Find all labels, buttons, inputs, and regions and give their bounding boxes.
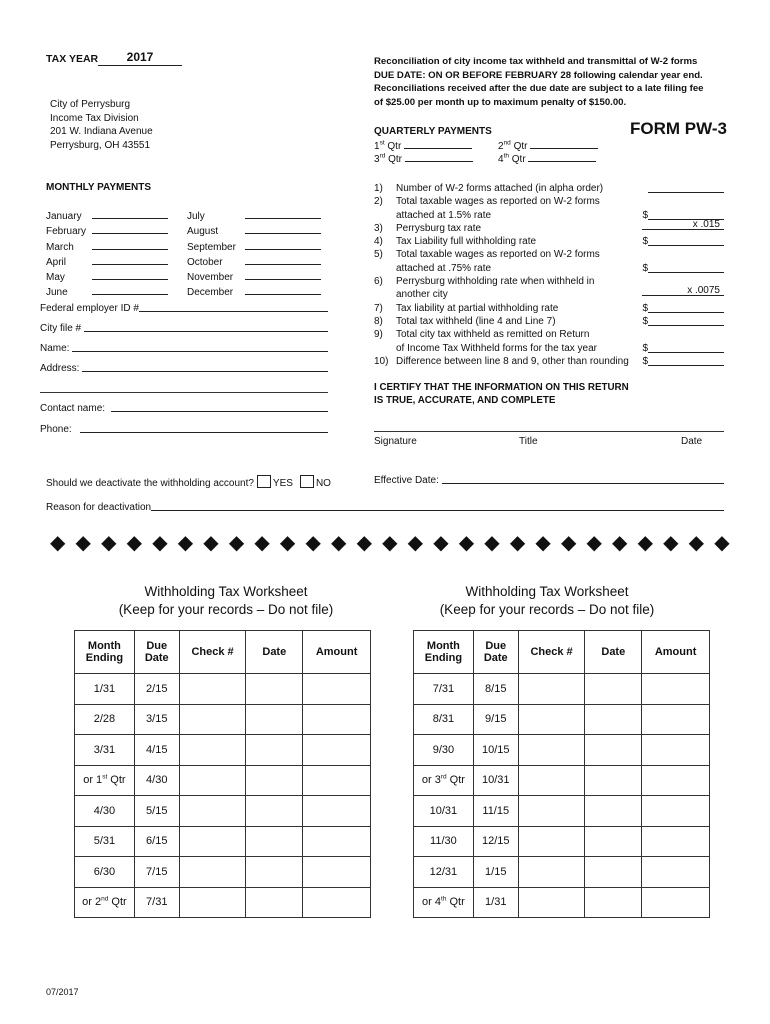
header-date: Date <box>246 631 303 674</box>
table-row <box>75 887 371 918</box>
month-suffix: Qtr <box>446 896 465 909</box>
date-cell[interactable] <box>585 735 642 766</box>
month-row[interactable] <box>46 223 168 238</box>
effective-date-field[interactable] <box>374 475 724 486</box>
month-cell: 11/30 <box>414 826 474 857</box>
diamond-icon: ◆ <box>688 532 705 554</box>
line-9 <box>374 328 724 341</box>
check-cell[interactable] <box>518 765 585 796</box>
month-label: September <box>187 241 236 253</box>
federal-id-label: Federal employer ID # <box>40 303 139 314</box>
date-cell[interactable] <box>585 674 642 705</box>
diamond-icon: ◆ <box>254 532 270 554</box>
date-cell[interactable] <box>585 857 642 888</box>
q2-num: 2 <box>498 141 504 152</box>
reason-field[interactable] <box>46 502 724 513</box>
table-header <box>75 631 371 674</box>
check-cell[interactable] <box>179 765 246 796</box>
month-prefix: or 1 <box>83 774 103 787</box>
line-4-input[interactable] <box>648 235 724 246</box>
line-num: 7) <box>374 302 383 314</box>
q2-field[interactable] <box>498 141 598 152</box>
month-prefix: or 4 <box>422 896 442 909</box>
month-row[interactable] <box>46 284 168 299</box>
month-label: March <box>46 241 74 253</box>
line-3-value: x .015 <box>642 218 724 230</box>
diamond-divider <box>50 533 730 553</box>
month-cell: 6/30 <box>75 857 135 888</box>
line-text: of Income Tax Withheld forms for the tax year <box>396 342 598 354</box>
month-row[interactable] <box>46 239 168 254</box>
date-cell[interactable] <box>246 857 303 888</box>
due-cell: 7/31 <box>134 887 179 918</box>
table-row <box>75 704 371 735</box>
address-line-2[interactable] <box>40 392 328 393</box>
monthly-payments-title: MONTHLY PAYMENTS <box>46 182 152 193</box>
line-num: 4) <box>374 236 383 248</box>
month-cell: 8/31 <box>414 704 474 735</box>
worksheet-subtitle: (Keep for your records – Do not file) <box>439 602 655 617</box>
month-cell: 10/31 <box>414 796 474 827</box>
diamond-icon: ◆ <box>331 532 347 554</box>
table-row <box>75 796 371 827</box>
q4-label: Qtr <box>511 154 526 165</box>
amount-cell[interactable] <box>642 765 710 796</box>
diamond-icon: ◆ <box>101 532 117 554</box>
month-cell: 7/31 <box>414 674 474 705</box>
contact-name-label: Contact name: <box>40 403 106 414</box>
due-cell: 10/15 <box>473 735 518 766</box>
amount-cell[interactable] <box>642 674 710 705</box>
line-6-value: x .0075 <box>642 284 724 296</box>
address-field[interactable] <box>40 363 328 374</box>
line-9-input[interactable] <box>648 342 724 353</box>
due-cell: 3/15 <box>134 704 179 735</box>
amount-cell[interactable] <box>642 887 710 918</box>
reconciliation-lines <box>374 182 724 368</box>
month-sup: st <box>102 773 108 781</box>
line-text: Perrysburg tax rate <box>396 222 482 234</box>
table-header <box>414 631 710 674</box>
line-text: another city <box>396 289 448 301</box>
month-label: December <box>187 287 234 299</box>
line-1 <box>374 182 724 195</box>
q1-sup: st <box>379 139 385 147</box>
header-due-date: Due Date <box>473 631 518 674</box>
left-worksheet-table <box>74 630 371 918</box>
diamond-icon: ◆ <box>586 532 602 554</box>
notice-line: Reconciliations received after the due date are subject to a late filing fee <box>374 83 704 94</box>
diamond-icon: ◆ <box>75 532 91 554</box>
table-row <box>75 826 371 857</box>
table-row <box>414 857 710 888</box>
date-cell[interactable] <box>585 704 642 735</box>
date-cell[interactable] <box>246 765 303 796</box>
amount-cell[interactable] <box>303 704 371 735</box>
table-row <box>75 674 371 705</box>
line-3 <box>374 218 724 235</box>
diamond-icon: ◆ <box>382 532 398 554</box>
line-10 <box>374 355 724 368</box>
notice-line: Reconciliation of city income tax withheld and transmittal of W-2 forms <box>374 56 698 67</box>
month-label: April <box>46 256 67 268</box>
check-cell[interactable] <box>518 796 585 827</box>
line-text: Difference between line 8 and 9, other than rounding <box>396 355 629 367</box>
dollar-sign: $ <box>642 355 648 367</box>
division-address <box>50 98 153 152</box>
address-line: Income Tax Division <box>50 112 139 124</box>
title-label: Title <box>519 436 538 447</box>
line-text: attached at 1.5% rate <box>396 209 492 221</box>
line-text: attached at .75% rate <box>396 262 492 274</box>
address-line: Perrysburg, OH 43551 <box>50 139 151 151</box>
dollar-sign: $ <box>642 315 648 327</box>
line-1-input[interactable] <box>648 182 724 193</box>
month-cell: 2/28 <box>75 704 135 735</box>
worksheet-title: Withholding Tax Worksheet <box>465 584 629 599</box>
check-cell[interactable] <box>179 857 246 888</box>
table-row <box>75 735 371 766</box>
month-cell: 3/31 <box>75 735 135 766</box>
month-sup: nd <box>101 895 109 903</box>
check-cell[interactable] <box>518 826 585 857</box>
diamond-icon: ◆ <box>458 532 475 554</box>
no-label: NO <box>315 478 331 489</box>
diamond-icon: ◆ <box>714 532 730 554</box>
amount-cell[interactable] <box>303 674 371 705</box>
address-line: 201 W. Indiana Avenue <box>50 126 153 137</box>
check-cell[interactable] <box>179 826 246 857</box>
line-7 <box>374 302 724 315</box>
diamond-icon: ◆ <box>279 532 296 554</box>
date-cell[interactable] <box>585 796 642 827</box>
month-cell <box>75 887 135 918</box>
q1-label: Qtr <box>387 141 402 152</box>
diamond-icon: ◆ <box>152 532 168 554</box>
line-num: 2) <box>374 196 383 208</box>
name-label: Name: <box>40 343 70 354</box>
line-10-input[interactable] <box>648 355 724 366</box>
city-file-label: City file # <box>40 323 82 334</box>
quarterly-payments-title: QUARTERLY PAYMENTS <box>374 126 492 137</box>
amount-cell[interactable] <box>642 796 710 827</box>
month-cell: 1/31 <box>75 674 135 705</box>
check-cell[interactable] <box>518 887 585 918</box>
table-row <box>414 765 710 796</box>
month-row[interactable] <box>46 254 168 269</box>
table-row <box>414 735 710 766</box>
line-2 <box>374 195 724 208</box>
yes-label: YES <box>272 478 293 489</box>
month-row[interactable] <box>46 208 168 223</box>
amount-cell[interactable] <box>303 765 371 796</box>
month-label: February <box>46 226 87 238</box>
signature-label: Signature <box>374 436 417 447</box>
month-suffix: Qtr <box>108 896 127 909</box>
address-line: City of Perrysburg <box>50 99 131 110</box>
diamond-icon: ◆ <box>228 532 245 554</box>
check-cell[interactable] <box>179 796 246 827</box>
q3-label: Qtr <box>388 154 403 165</box>
diamond-icon: ◆ <box>203 532 219 554</box>
diamond-icon: ◆ <box>560 532 577 554</box>
diamond-icon: ◆ <box>509 532 526 554</box>
header-check-number: Check # <box>179 631 246 674</box>
diamond-icon: ◆ <box>484 532 500 554</box>
table-row <box>414 826 710 857</box>
month-label: January <box>46 211 82 222</box>
diamond-icon: ◆ <box>433 532 449 554</box>
dollar-sign: $ <box>642 236 648 248</box>
dollar-sign: $ <box>642 262 648 274</box>
q4-field[interactable] <box>498 154 596 165</box>
tax-year-value: 2017 <box>126 50 154 64</box>
check-cell[interactable] <box>518 704 585 735</box>
month-row[interactable] <box>187 254 321 269</box>
month-cell <box>414 887 474 918</box>
line-6b <box>374 285 724 301</box>
phone-label: Phone: <box>40 424 72 435</box>
check-cell[interactable] <box>179 887 246 918</box>
month-cell: 12/31 <box>414 857 474 888</box>
line-text: Perrysburg withholding rate when withheld in <box>396 276 595 288</box>
month-row[interactable] <box>187 284 321 299</box>
due-cell: 2/15 <box>134 674 179 705</box>
due-cell: 7/15 <box>134 857 179 888</box>
q4-sup: th <box>503 152 509 160</box>
diamond-icon: ◆ <box>637 532 653 554</box>
due-cell: 1/15 <box>473 857 518 888</box>
q3-field[interactable] <box>374 154 473 165</box>
dollar-sign: $ <box>642 302 648 314</box>
header-month-ending: Month Ending <box>75 631 135 674</box>
check-cell[interactable] <box>179 704 246 735</box>
month-suffix: Qtr <box>107 774 126 787</box>
reason-label: Reason for deactivation <box>46 502 152 513</box>
right-worksheet-title <box>395 583 699 619</box>
header-check-number: Check # <box>518 631 585 674</box>
revision-date: 07/2017 <box>46 987 79 997</box>
table-row <box>75 765 371 796</box>
line-text: Tax liability at partial withholding rate <box>396 302 559 314</box>
amount-cell[interactable] <box>642 857 710 888</box>
signature-line[interactable] <box>374 431 724 432</box>
month-label: October <box>187 256 223 268</box>
date-cell[interactable] <box>246 674 303 705</box>
due-cell: 4/15 <box>134 735 179 766</box>
check-cell[interactable] <box>179 674 246 705</box>
reconciliation-notice <box>374 55 704 109</box>
certify-line: I CERTIFY THAT THE INFORMATION ON THIS RETURN <box>374 382 629 393</box>
month-label: July <box>187 211 205 222</box>
line-7-input[interactable] <box>648 302 724 313</box>
diamond-icon: ◆ <box>50 532 66 554</box>
month-row[interactable] <box>46 269 168 284</box>
line-8-input[interactable] <box>648 315 724 326</box>
table-row <box>75 857 371 888</box>
month-label: November <box>187 272 234 284</box>
date-cell[interactable] <box>246 887 303 918</box>
no-checkbox[interactable] <box>300 475 314 488</box>
date-cell[interactable] <box>246 796 303 827</box>
due-cell: 9/15 <box>473 704 518 735</box>
q4-num: 4 <box>498 154 504 165</box>
amount-cell[interactable] <box>642 704 710 735</box>
line-num: 8) <box>374 315 383 327</box>
notice-line: DUE DATE: ON OR BEFORE FEBRUARY 28 following calendar year end. <box>374 69 703 81</box>
line-5 <box>374 248 724 261</box>
month-cell: 9/30 <box>414 735 474 766</box>
diamond-icon: ◆ <box>126 532 143 554</box>
header-date: Date <box>585 631 642 674</box>
month-sup: rd <box>440 773 447 781</box>
q3-num: 3 <box>374 154 380 165</box>
monthly-left-column <box>46 208 168 300</box>
month-cell <box>414 765 474 796</box>
deactivate-question: Should we deactivate the withholding account? <box>46 478 254 489</box>
form-title: FORM PW-3 <box>630 119 727 138</box>
name-field[interactable] <box>40 343 328 354</box>
line-num: 5) <box>374 249 383 261</box>
month-label: May <box>46 272 65 284</box>
header-amount: Amount <box>642 631 710 674</box>
phone-field[interactable] <box>40 424 328 435</box>
line-5-input[interactable] <box>648 262 724 273</box>
month-suffix: Qtr <box>446 774 465 787</box>
month-cell: 4/30 <box>75 796 135 827</box>
left-worksheet-title <box>74 583 378 619</box>
line-text: Total city tax withheld as remitted on Return <box>396 329 590 341</box>
q1-field[interactable] <box>374 141 472 152</box>
header-due-date: Due Date <box>134 631 179 674</box>
month-row[interactable] <box>187 239 321 254</box>
amount-cell[interactable] <box>303 735 371 766</box>
diamond-icon: ◆ <box>177 532 194 554</box>
line-text: Total taxable wages as reported on W-2 forms <box>396 249 600 261</box>
date-cell[interactable] <box>585 887 642 918</box>
date-cell[interactable] <box>585 826 642 857</box>
contact-name-field[interactable] <box>40 403 328 414</box>
line-num: 3) <box>374 222 383 234</box>
month-label: June <box>46 287 68 299</box>
due-cell: 1/31 <box>473 887 518 918</box>
diamond-icon: ◆ <box>535 532 551 554</box>
month-cell <box>75 765 135 796</box>
line-num: 10) <box>374 355 389 367</box>
line-text: Number of W-2 forms attached (in alpha order) <box>396 183 604 194</box>
diamond-icon: ◆ <box>407 532 424 554</box>
line-8 <box>374 315 724 328</box>
due-cell: 8/15 <box>473 674 518 705</box>
tax-year-label: TAX YEAR <box>46 53 99 65</box>
month-row[interactable] <box>187 223 321 238</box>
diamond-icon: ◆ <box>612 532 628 554</box>
diamond-icon: ◆ <box>663 532 679 554</box>
month-sup: th <box>441 895 447 903</box>
right-worksheet-table <box>413 630 710 918</box>
amount-cell[interactable] <box>303 826 371 857</box>
dollar-sign: $ <box>642 342 648 354</box>
month-prefix: or 3 <box>421 774 441 787</box>
month-row[interactable] <box>187 269 321 284</box>
check-cell[interactable] <box>518 857 585 888</box>
due-cell: 12/15 <box>473 826 518 857</box>
amount-cell[interactable] <box>303 887 371 918</box>
line-9b <box>374 342 724 355</box>
diamond-icon: ◆ <box>305 532 321 554</box>
month-label: August <box>187 226 219 238</box>
worksheet-title: Withholding Tax Worksheet <box>144 584 308 599</box>
month-prefix: or 2 <box>82 896 102 909</box>
q2-label: Qtr <box>513 141 528 152</box>
line-num: 6) <box>374 276 383 288</box>
line-text: Total tax withheld (line 4 and Line 7) <box>396 315 556 327</box>
date-cell[interactable] <box>246 704 303 735</box>
check-cell[interactable] <box>179 735 246 766</box>
date-cell[interactable] <box>585 765 642 796</box>
line-text: Tax Liability full withholding rate <box>396 236 537 248</box>
amount-cell[interactable] <box>642 735 710 766</box>
worksheet-subtitle: (Keep for your records – Do not file) <box>118 602 334 617</box>
check-cell[interactable] <box>518 674 585 705</box>
yes-checkbox[interactable] <box>257 475 271 488</box>
federal-id-field[interactable] <box>40 303 328 314</box>
dollar-sign: $ <box>642 209 648 221</box>
notice-line: of $25.00 per month up to maximum penalty of $150.00. <box>374 96 627 108</box>
certification <box>374 381 629 407</box>
line-text: Total taxable wages as reported on W-2 forms <box>396 196 600 208</box>
tax-year-field[interactable] <box>98 50 182 66</box>
certify-line: IS TRUE, ACCURATE, AND COMPLETE <box>374 395 556 406</box>
line-num: 1) <box>374 183 383 194</box>
date-cell[interactable] <box>246 735 303 766</box>
due-cell: 4/30 <box>134 765 179 796</box>
q2-sup: nd <box>503 139 511 147</box>
header-month-ending: Month Ending <box>414 631 474 674</box>
city-file-field[interactable] <box>40 323 328 334</box>
line-num: 9) <box>374 329 383 341</box>
amount-cell[interactable] <box>303 796 371 827</box>
month-row[interactable] <box>187 208 321 223</box>
address-label: Address: <box>40 363 80 374</box>
line-5b <box>374 262 724 275</box>
amount-cell[interactable] <box>303 857 371 888</box>
table-row <box>414 674 710 705</box>
table-row <box>414 796 710 827</box>
date-cell[interactable] <box>246 826 303 857</box>
month-cell: 5/31 <box>75 826 135 857</box>
effective-date-label: Effective Date: <box>374 475 439 486</box>
q3-sup: rd <box>379 152 386 160</box>
due-cell: 10/31 <box>473 765 518 796</box>
diamond-icon: ◆ <box>356 532 372 554</box>
date-label: Date <box>681 436 703 447</box>
table-row <box>414 704 710 735</box>
q1-num: 1 <box>374 141 380 152</box>
due-cell: 11/15 <box>473 796 518 827</box>
line-4 <box>374 235 724 248</box>
deactivate-question-row <box>46 475 331 489</box>
header-amount: Amount <box>303 631 371 674</box>
table-row <box>414 887 710 918</box>
due-cell: 5/15 <box>134 796 179 827</box>
due-cell: 6/15 <box>134 826 179 857</box>
monthly-right-column <box>187 208 321 300</box>
check-cell[interactable] <box>518 735 585 766</box>
amount-cell[interactable] <box>642 826 710 857</box>
